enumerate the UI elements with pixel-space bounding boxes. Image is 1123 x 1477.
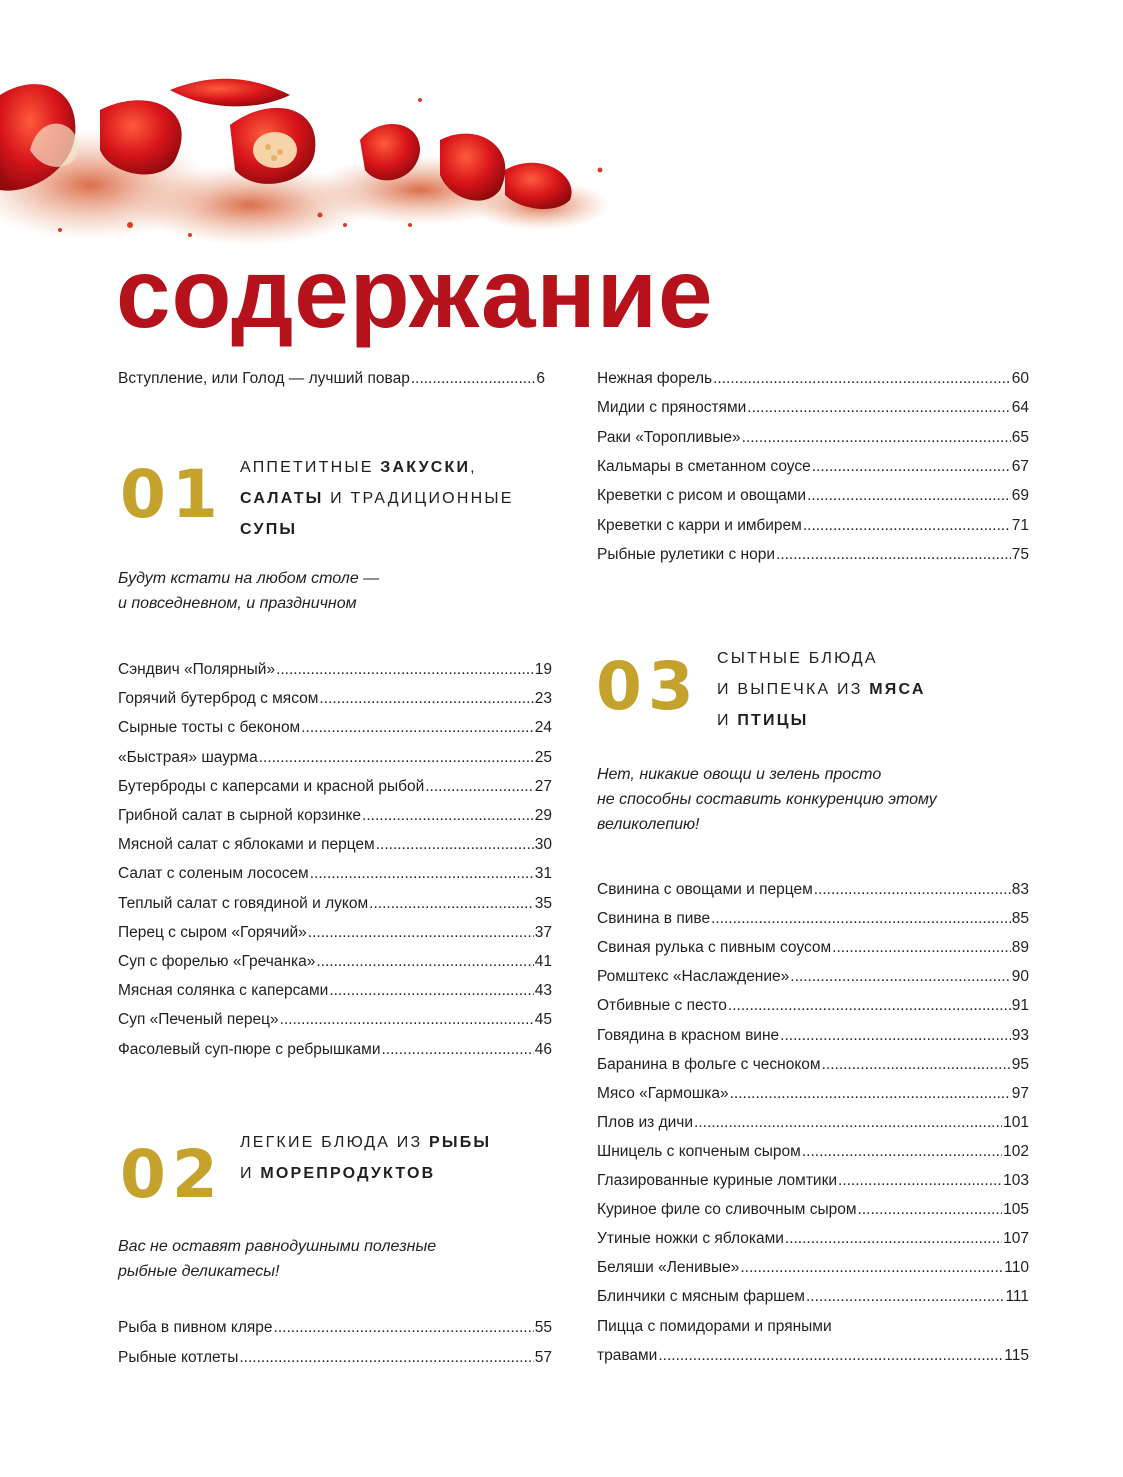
toc-entry-page: 105 (1003, 1201, 1029, 1219)
description-line: великолепию! (597, 816, 700, 833)
description-line: не способны составить конкуренцию этому (597, 791, 937, 808)
toc-entry-title: Свинина с овощами и перцем (597, 881, 813, 898)
toc-entry-page: 45 (534, 1011, 552, 1029)
toc-entry[interactable] (597, 938, 1029, 958)
toc-entry-title: Грибной салат в сырной корзинке (118, 807, 362, 824)
toc-dot-leader (425, 777, 534, 797)
toc-entry-title: Куриное филе со сливочным сыром (597, 1201, 857, 1219)
toc-entry-page: 90 (1011, 968, 1029, 986)
toc-entry-page: 103 (1003, 1172, 1029, 1189)
heading-keyword: МЯСА (869, 681, 926, 698)
toc-dot-leader (713, 369, 1011, 389)
toc-dot-leader (694, 1113, 1002, 1133)
toc-entry-page: 97 (1011, 1084, 1029, 1102)
toc-dot-leader (780, 1026, 1011, 1046)
toc-dot-leader (812, 457, 1011, 477)
toc-dot-leader (740, 1258, 1003, 1278)
toc-entry[interactable] (597, 967, 1029, 987)
toc-entry[interactable] (118, 923, 552, 943)
page-title: содержание (116, 238, 714, 348)
toc-entry-title: Бутерброды с каперсами и красной рыбой (118, 777, 425, 795)
toc-entry-page: 60 (1011, 370, 1029, 387)
toc-entry-page: 110 (1004, 1259, 1029, 1277)
toc-entry-page: 37 (534, 923, 552, 941)
toc-dot-leader (803, 516, 1011, 536)
heading-text: И ВЫПЕЧКА ИЗ (717, 681, 870, 698)
toc-entry[interactable] (597, 1229, 1029, 1249)
toc-entry-title: Рыбные котлеты (118, 1348, 239, 1366)
toc-entry-title: Перец с сыром «Горячий» (118, 923, 307, 941)
toc-entry-page: 29 (534, 807, 552, 824)
toc-entry[interactable] (597, 428, 1029, 448)
toc-entry[interactable] (597, 996, 1029, 1016)
toc-dot-leader (802, 1142, 1002, 1162)
section-number-03: 03 (596, 648, 700, 725)
description-line: Будут кстати на любом столе — (118, 570, 380, 587)
toc-entry[interactable] (597, 545, 1029, 565)
toc-dot-leader (316, 952, 533, 972)
toc-entry-page: 111 (1005, 1288, 1029, 1306)
section-description-03 (597, 762, 937, 837)
toc-dot-leader (276, 660, 534, 680)
toc-dot-leader (730, 1084, 1011, 1104)
heading-keyword: РЫБЫ (429, 1134, 492, 1151)
toc-dot-leader (280, 1010, 534, 1030)
toc-entry[interactable] (597, 1287, 1029, 1307)
toc-entry-page: 57 (534, 1348, 552, 1366)
toc-entry-title: Шницель с копченым сыром (597, 1142, 801, 1160)
toc-entry-page: 31 (534, 865, 552, 883)
toc-entry-page: 19 (534, 661, 552, 678)
toc-entry[interactable] (118, 748, 552, 768)
toc-entry[interactable] (118, 835, 552, 855)
heading-keyword: ПТИЦЫ (737, 712, 809, 729)
toc-entry-title: Раки «Торопливые» (597, 428, 741, 446)
toc-entry-title: Блинчики с мясным фаршем (597, 1288, 805, 1306)
toc-dot-leader (362, 806, 534, 826)
toc-entry-title: Беляши «Ленивые» (597, 1259, 740, 1277)
heading-text: АППЕТИТНЫЕ (240, 459, 381, 476)
description-line: и повседневном, и праздничном (118, 595, 357, 612)
toc-entry[interactable] (597, 457, 1029, 477)
toc-entry[interactable] (118, 894, 552, 914)
toc-entry-title: Рыба в пивном кляре (118, 1319, 273, 1336)
toc-entry-title: «Быстрая» шаурма (118, 748, 258, 766)
heading-text: И (717, 712, 738, 729)
heading-keyword: СУПЫ (240, 521, 298, 538)
toc-intro[interactable] (118, 369, 545, 389)
toc-dot-leader (728, 996, 1011, 1016)
description-line: Вас не оставят равнодушными полезные (118, 1238, 437, 1255)
toc-entry-page: 43 (534, 982, 552, 1000)
toc-entry-page: 95 (1011, 1055, 1029, 1073)
heading-text: ЛЕГКИЕ БЛЮДА ИЗ (240, 1134, 429, 1151)
toc-dot-leader (369, 894, 534, 914)
toc-entry-title: Рыбные рулетики с нори (597, 545, 776, 563)
toc-dot-leader (776, 545, 1011, 565)
toc-entry-title: Суп «Печеный перец» (118, 1011, 279, 1029)
toc-entry[interactable] (597, 398, 1029, 418)
toc-entry-title: Салат с соленым лососем (118, 865, 309, 883)
heading-keyword: САЛАТЫ (240, 490, 324, 507)
toc-entry-page: 75 (1011, 545, 1029, 563)
toc-dot-leader (785, 1229, 1002, 1249)
toc-dot-leader (319, 689, 533, 709)
toc-entry-page: 55 (534, 1319, 552, 1336)
toc-dot-leader (308, 923, 534, 943)
toc-entry[interactable] (597, 909, 1029, 929)
toc-entry-title: Суп с форелью «Гречанка» (118, 953, 316, 970)
toc-entry[interactable] (597, 516, 1029, 536)
toc-entry[interactable] (118, 1010, 552, 1030)
toc-entry-page: 27 (534, 777, 552, 795)
toc-dot-leader (259, 748, 534, 768)
toc-entry[interactable] (597, 1171, 1029, 1191)
toc-entry-title: травами (597, 1346, 658, 1364)
toc-entry-page: 69 (1011, 487, 1029, 505)
toc-dot-leader (822, 1055, 1011, 1075)
toc-dot-leader (711, 909, 1011, 929)
toc-entry[interactable] (597, 1346, 1029, 1366)
toc-entry-title: Горячий бутерброд с мясом (118, 690, 319, 708)
toc-entry-page: 83 (1011, 881, 1029, 898)
toc-dot-leader (376, 835, 534, 855)
toc-entry-page: 107 (1003, 1230, 1029, 1248)
heading-text: И ТРАДИЦИОННЫЕ (323, 490, 514, 507)
section-heading-01 (240, 452, 514, 545)
toc-entry-page: 6 (536, 370, 545, 387)
toc-entry-page: 115 (1004, 1346, 1029, 1364)
toc-dot-leader (807, 486, 1011, 506)
toc-entry-title: Мясо «Гармошка» (597, 1084, 729, 1102)
description-line: Нет, никакие овощи и зелень просто (597, 766, 882, 783)
toc-entry[interactable] (118, 1040, 552, 1060)
toc-entry-title: Плов из дичи (597, 1113, 694, 1131)
toc-dot-leader (301, 718, 534, 738)
heading-text: И (240, 1165, 261, 1182)
toc-entry-page: 89 (1011, 939, 1029, 957)
toc-entry-title: Сэндвич «Полярный» (118, 661, 276, 678)
toc-entry-page: 101 (1003, 1113, 1029, 1131)
toc-dot-leader (747, 398, 1010, 418)
toc-dot-leader (814, 880, 1011, 900)
toc-entry-title: Баранина в фольге с чесноком (597, 1055, 821, 1073)
chili-peppers-image (0, 0, 620, 260)
toc-dot-leader (858, 1200, 1003, 1220)
toc-entry[interactable] (118, 1318, 552, 1338)
toc-entry-page: 85 (1011, 910, 1029, 928)
toc-entry-page: 64 (1011, 399, 1029, 417)
toc-entry[interactable] (118, 718, 552, 738)
toc-entry[interactable] (597, 369, 1029, 389)
heading-text: СЫТНЫЕ БЛЮДА (717, 650, 878, 667)
toc-entry-title: Теплый салат с говядиной и луком (118, 894, 369, 912)
toc-entry-page: 25 (534, 748, 552, 766)
toc-entry[interactable] (597, 1113, 1029, 1133)
description-line: рыбные деликатесы! (118, 1263, 280, 1280)
toc-dot-leader (742, 428, 1011, 448)
toc-dot-leader (806, 1287, 1004, 1307)
heading-keyword: МОРЕПРОДУКТОВ (260, 1165, 436, 1182)
toc-entry[interactable] (597, 1084, 1029, 1104)
toc-entry-title: Нежная форель (597, 370, 713, 387)
toc-dot-leader (790, 967, 1010, 987)
toc-entry-title: Говядина в красном вине (597, 1026, 780, 1044)
toc-entry-title: Мясная солянка с каперсами (118, 982, 329, 1000)
heading-keyword: ЗАКУСКИ (380, 459, 471, 476)
section-heading-03 (717, 643, 926, 736)
toc-entry-page: 91 (1011, 997, 1029, 1015)
toc-entry[interactable] (597, 1200, 1029, 1220)
toc-entry-page: 41 (534, 953, 552, 970)
toc-entry-page: 35 (534, 894, 552, 912)
section-heading-02 (240, 1127, 491, 1189)
toc-entry[interactable] (118, 689, 552, 709)
toc-entry-first-line[interactable]: Пицца с помидорами и пряными (597, 1317, 832, 1335)
toc-entry-page: 65 (1011, 428, 1029, 446)
toc-entry-title: Глазированные куриные ломтики (597, 1172, 838, 1189)
toc-entry-page: 71 (1011, 516, 1029, 534)
toc-entry[interactable] (118, 981, 552, 1001)
toc-entry-title: Креветки с рисом и овощами (597, 487, 807, 505)
toc-dot-leader (382, 1040, 534, 1060)
toc-entry[interactable] (597, 1258, 1029, 1278)
section-number-02: 02 (120, 1136, 224, 1213)
toc-entry-title: Кальмары в сметанном соусе (597, 457, 811, 475)
toc-entry-title: Фасолевый суп-пюре с ребрышками (118, 1040, 381, 1058)
section-description-01 (118, 566, 379, 616)
toc-entry-page: 23 (534, 690, 552, 708)
toc-entry-title: Сырные тосты с беконом (118, 719, 301, 737)
toc-dot-leader (239, 1348, 533, 1368)
heading-text: , (470, 459, 477, 476)
toc-dot-leader (274, 1318, 534, 1338)
toc-entry-title: Вступление, или Голод — лучший повар (118, 370, 410, 387)
toc-entry-title: Креветки с карри и имбирем (597, 516, 802, 534)
toc-entry[interactable] (597, 1055, 1029, 1075)
toc-dot-leader (838, 1171, 1002, 1191)
toc-entry-title: Отбивные с песто (597, 997, 727, 1015)
toc-entry-page: 46 (534, 1040, 552, 1058)
toc-entry-title: Утиные ножки с яблоками (597, 1230, 784, 1248)
toc-entry[interactable] (118, 660, 552, 680)
toc-entry[interactable] (118, 777, 552, 797)
toc-dot-leader (658, 1346, 1003, 1366)
toc-entry-page: 102 (1003, 1142, 1029, 1160)
toc-entry-title: Свинина в пиве (597, 910, 711, 928)
toc-entry[interactable] (118, 806, 552, 826)
section-number-01: 01 (120, 456, 224, 533)
toc-entry[interactable] (597, 486, 1029, 506)
toc-dot-leader (832, 938, 1011, 958)
toc-entry-page: 30 (534, 836, 552, 854)
toc-entry-page: 93 (1011, 1026, 1029, 1044)
toc-dot-leader (310, 864, 534, 884)
toc-entry-title: Ромштекс «Наслаждение» (597, 968, 790, 986)
toc-entry-page: 67 (1011, 457, 1029, 475)
toc-entry[interactable] (118, 952, 552, 972)
toc-dot-leader (411, 369, 536, 389)
toc-entry[interactable] (597, 1026, 1029, 1046)
toc-entry[interactable] (118, 1348, 552, 1368)
toc-entry-title: Мясной салат с яблоками и перцем (118, 836, 375, 854)
toc-entry[interactable] (118, 864, 552, 884)
toc-entry-title: Свиная рулька с пивным соусом (597, 939, 832, 957)
toc-entry-page: 24 (534, 719, 552, 737)
section-description-02 (118, 1234, 436, 1284)
toc-entry-title: Мидии с пряностями (597, 399, 747, 417)
toc-entry[interactable] (597, 1142, 1029, 1162)
toc-dot-leader (329, 981, 533, 1001)
toc-entry[interactable] (597, 880, 1029, 900)
